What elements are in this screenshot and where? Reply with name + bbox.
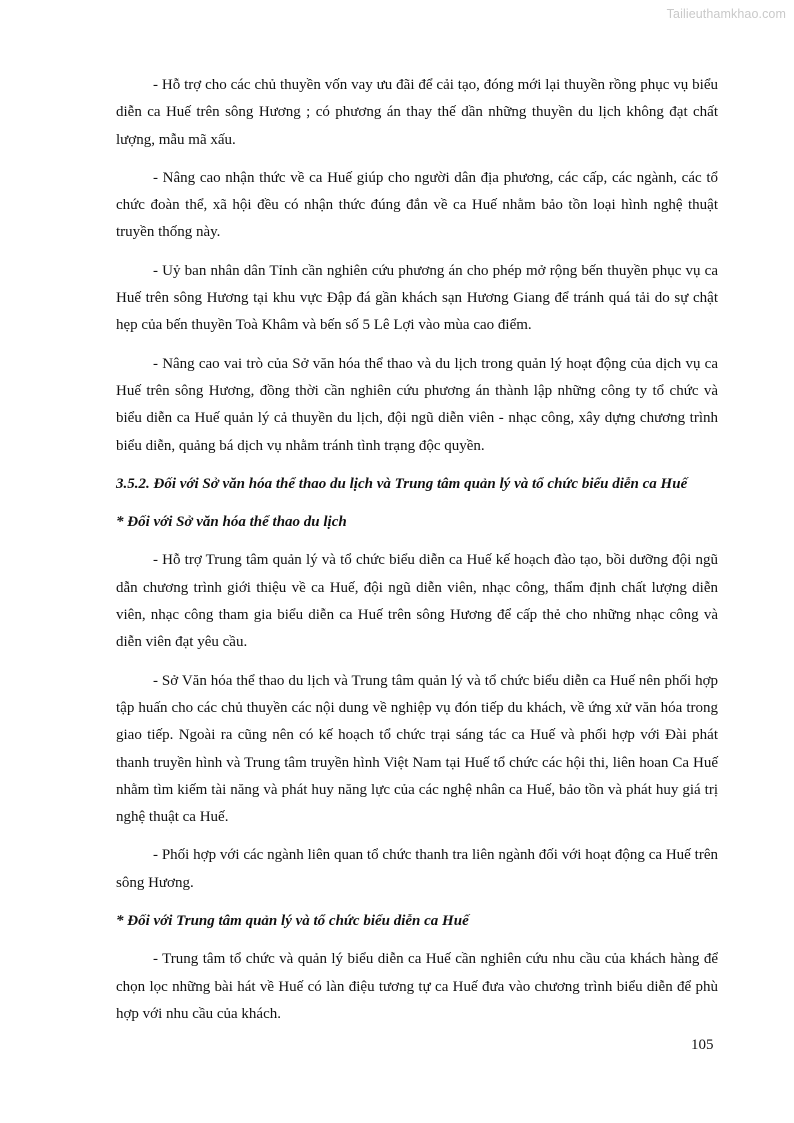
paragraph: - Uỷ ban nhân dân Tỉnh cần nghiên cứu phương án cho phép mở rộng bến thuyền phục vụ ca Huế trên sông Hương tại khu vực Đập đá gần khách sạn Hương Giang để tránh quá tải do sự chật hẹp của bến thuyền Toà Khâm và bến số 5 Lê Lợi vào mùa cao điểm. (116, 262, 718, 334)
watermark: Tailieuthamkhao.com (666, 7, 786, 21)
paragraph: - Phối hợp với các ngành liên quan tổ chức thanh tra liên ngành đối với hoạt động ca Huế trên sông Hương. (116, 847, 718, 891)
page-number: 105 (691, 1037, 714, 1053)
section-heading: 3.5.2. Đối với Sở văn hóa thể thao du lịch và Trung tâm quản lý và tổ chức biểu diễn ca Huế (116, 475, 688, 492)
paragraph: - Nâng cao vai trò của Sở văn hóa thể thao và du lịch trong quản lý hoạt động của dịch vụ ca Huế trên sông Hương, đồng thời cần nghiên cứu phương án thành lập những công ty tổ chức và biểu diễn ca Huế quản lý cả thuyền du lịch, đội ngũ diễn viên - nhạc công, xây dựng chương trình biểu diễn, quảng bá dịch vụ nhằm tránh tình trạng độc quyền. (116, 355, 718, 454)
paragraph: - Nâng cao nhận thức về ca Huế giúp cho người dân địa phương, các cấp, các ngành, các tổ chức đoàn thể, xã hội đều có nhận thức đúng đắn về ca Huế nhằm bảo tồn loại hình nghệ thuật truyền thống này. (116, 169, 718, 241)
paragraph: - Trung tâm tổ chức và quản lý biểu diễn ca Huế cần nghiên cứu nhu cầu của khách hàng để chọn lọc những bài hát về Huế có làn điệu tương tự ca Huế đưa vào chương trình biểu diễn để phù hợp với nhu cầu của khách. (116, 951, 718, 1022)
paragraph: - Sở Văn hóa thể thao du lịch và Trung tâm quản lý và tổ chức biểu diễn ca Huế nên phối hợp tập huấn cho các chủ thuyền các nội dung về nghiệp vụ đón tiếp du khách, về ứng xử văn hóa trong giao tiếp. Ngoài ra cũng nên có kế hoạch tổ chức trại sáng tác ca Huế và phối hợp với Đài phát thanh truyền hình và Trung tâm truyền hình Việt Nam tại Huế tổ chức các hội thi, liên hoan Ca Huế nhằm tìm kiếm tài năng và phát huy năng lực của các nghệ nhân ca Huế, bảo tồn và phát huy giá trị nghệ thuật ca Huế. (116, 672, 718, 826)
paragraph: - Hỗ trợ cho các chủ thuyền vốn vay ưu đãi để cải tạo, đóng mới lại thuyền rồng phục vụ biểu diễn ca Huế trên sông Hương ; có phương án thay thế dần những thuyền du lịch không đạt chất lượng, mẫu mã xấu. (116, 77, 718, 148)
subheading-department: * Đối với Sở văn hóa thể thao du lịch (116, 514, 347, 531)
document-body (116, 72, 718, 1039)
paragraph: - Hỗ trợ Trung tâm quản lý và tổ chức biểu diễn ca Huế kế hoạch đào tạo, bồi dưỡng đội ngũ dẫn chương trình giới thiệu về ca Huế, đội ngũ diễn viên, nhạc công, thẩm định chất lượng diễn viên, nhạc công tham gia biểu diễn ca Huế trên sông Hương để cấp thẻ cho những nhạc công và diễn viên đạt yêu cầu. (116, 552, 718, 651)
subheading-center: * Đối với Trung tâm quản lý và tổ chức biểu diễn ca Huế (116, 913, 469, 930)
